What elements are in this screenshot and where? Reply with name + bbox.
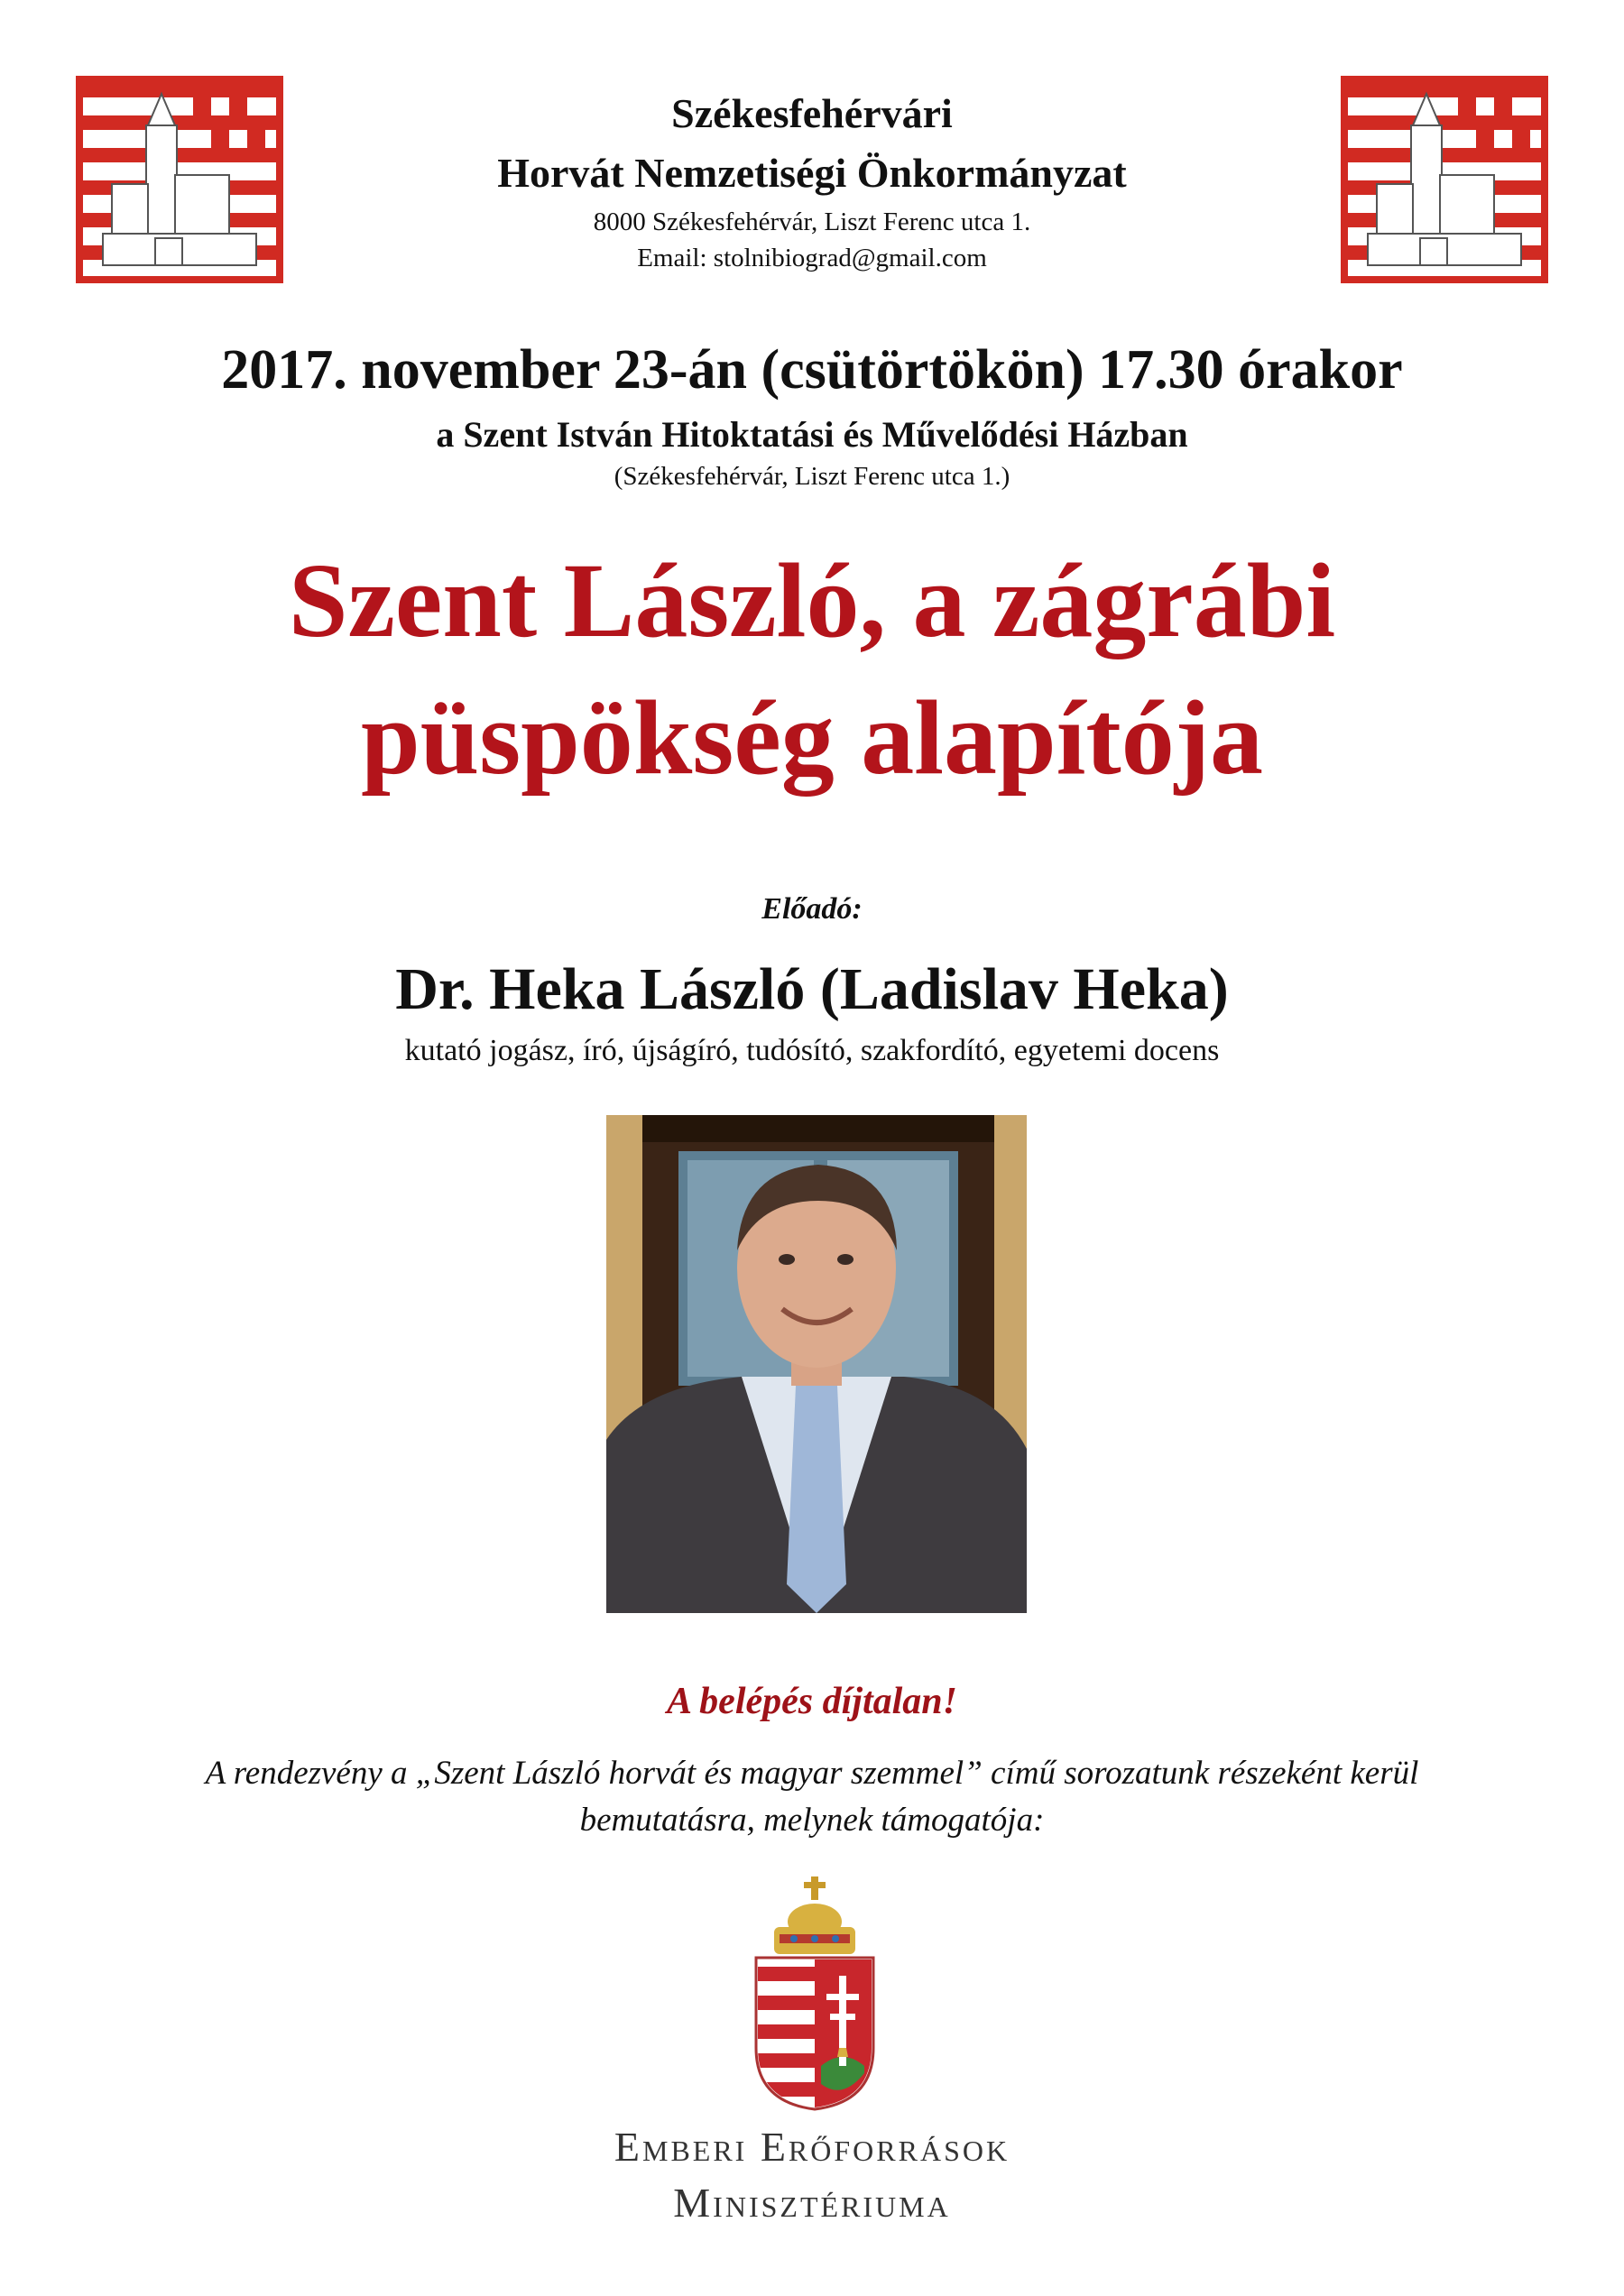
event-venue: a Szent István Hitoktatási és Művelődési Házban	[436, 414, 1188, 455]
ministry-name-line2: Minisztériuma	[673, 2180, 951, 2226]
speaker-description: kutató jogász, író, újságíró, tudósító, szakfordító, egyetemi docens	[404, 1034, 1220, 1067]
series-note-line2: bemutatásra, melynek támogatója:	[579, 1802, 1045, 1839]
series-note	[72, 1750, 1552, 1844]
org-address: 8000 Székesfehérvár, Liszt Ferenc utca 1.	[593, 207, 1031, 236]
castle-checkerboard-icon	[1341, 76, 1548, 283]
org-logo-right	[1341, 76, 1548, 283]
ministry-name-line1: Emberi Erőforrások	[614, 2124, 1010, 2170]
free-entry-note: A belépés díjtalan!	[666, 1681, 957, 1722]
castle-checkerboard-icon	[76, 76, 283, 283]
org-name-line1: Székesfehérvári	[671, 90, 953, 136]
speaker-photo	[606, 1115, 1027, 1613]
event-date-time: 2017. november 23-án (csütörtökön) 17.30 órakor	[221, 339, 1403, 401]
speaker-name: Dr. Heka László (Ladislav Heka)	[395, 956, 1229, 1022]
org-email: Email: stolnibiograd@gmail.com	[637, 244, 987, 272]
event-title-line1: Szent László, a zágrábi	[288, 541, 1336, 659]
event-title	[0, 532, 1624, 807]
event-venue-address: (Székesfehérvár, Liszt Ferenc utca 1.)	[614, 462, 1010, 491]
event-title-line2: püspökség alapítója	[360, 678, 1263, 797]
org-name-line2: Horvát Nemzetiségi Önkormányzat	[497, 150, 1127, 196]
speaker-label: Előadó:	[761, 892, 863, 926]
series-note-line1: A rendezvény a „Szent László horvát és magyar szemmel” című sorozatunk részeként kerül	[205, 1755, 1419, 1792]
org-logo-left	[76, 76, 283, 283]
hungarian-coat-of-arms-icon	[747, 1876, 882, 2111]
